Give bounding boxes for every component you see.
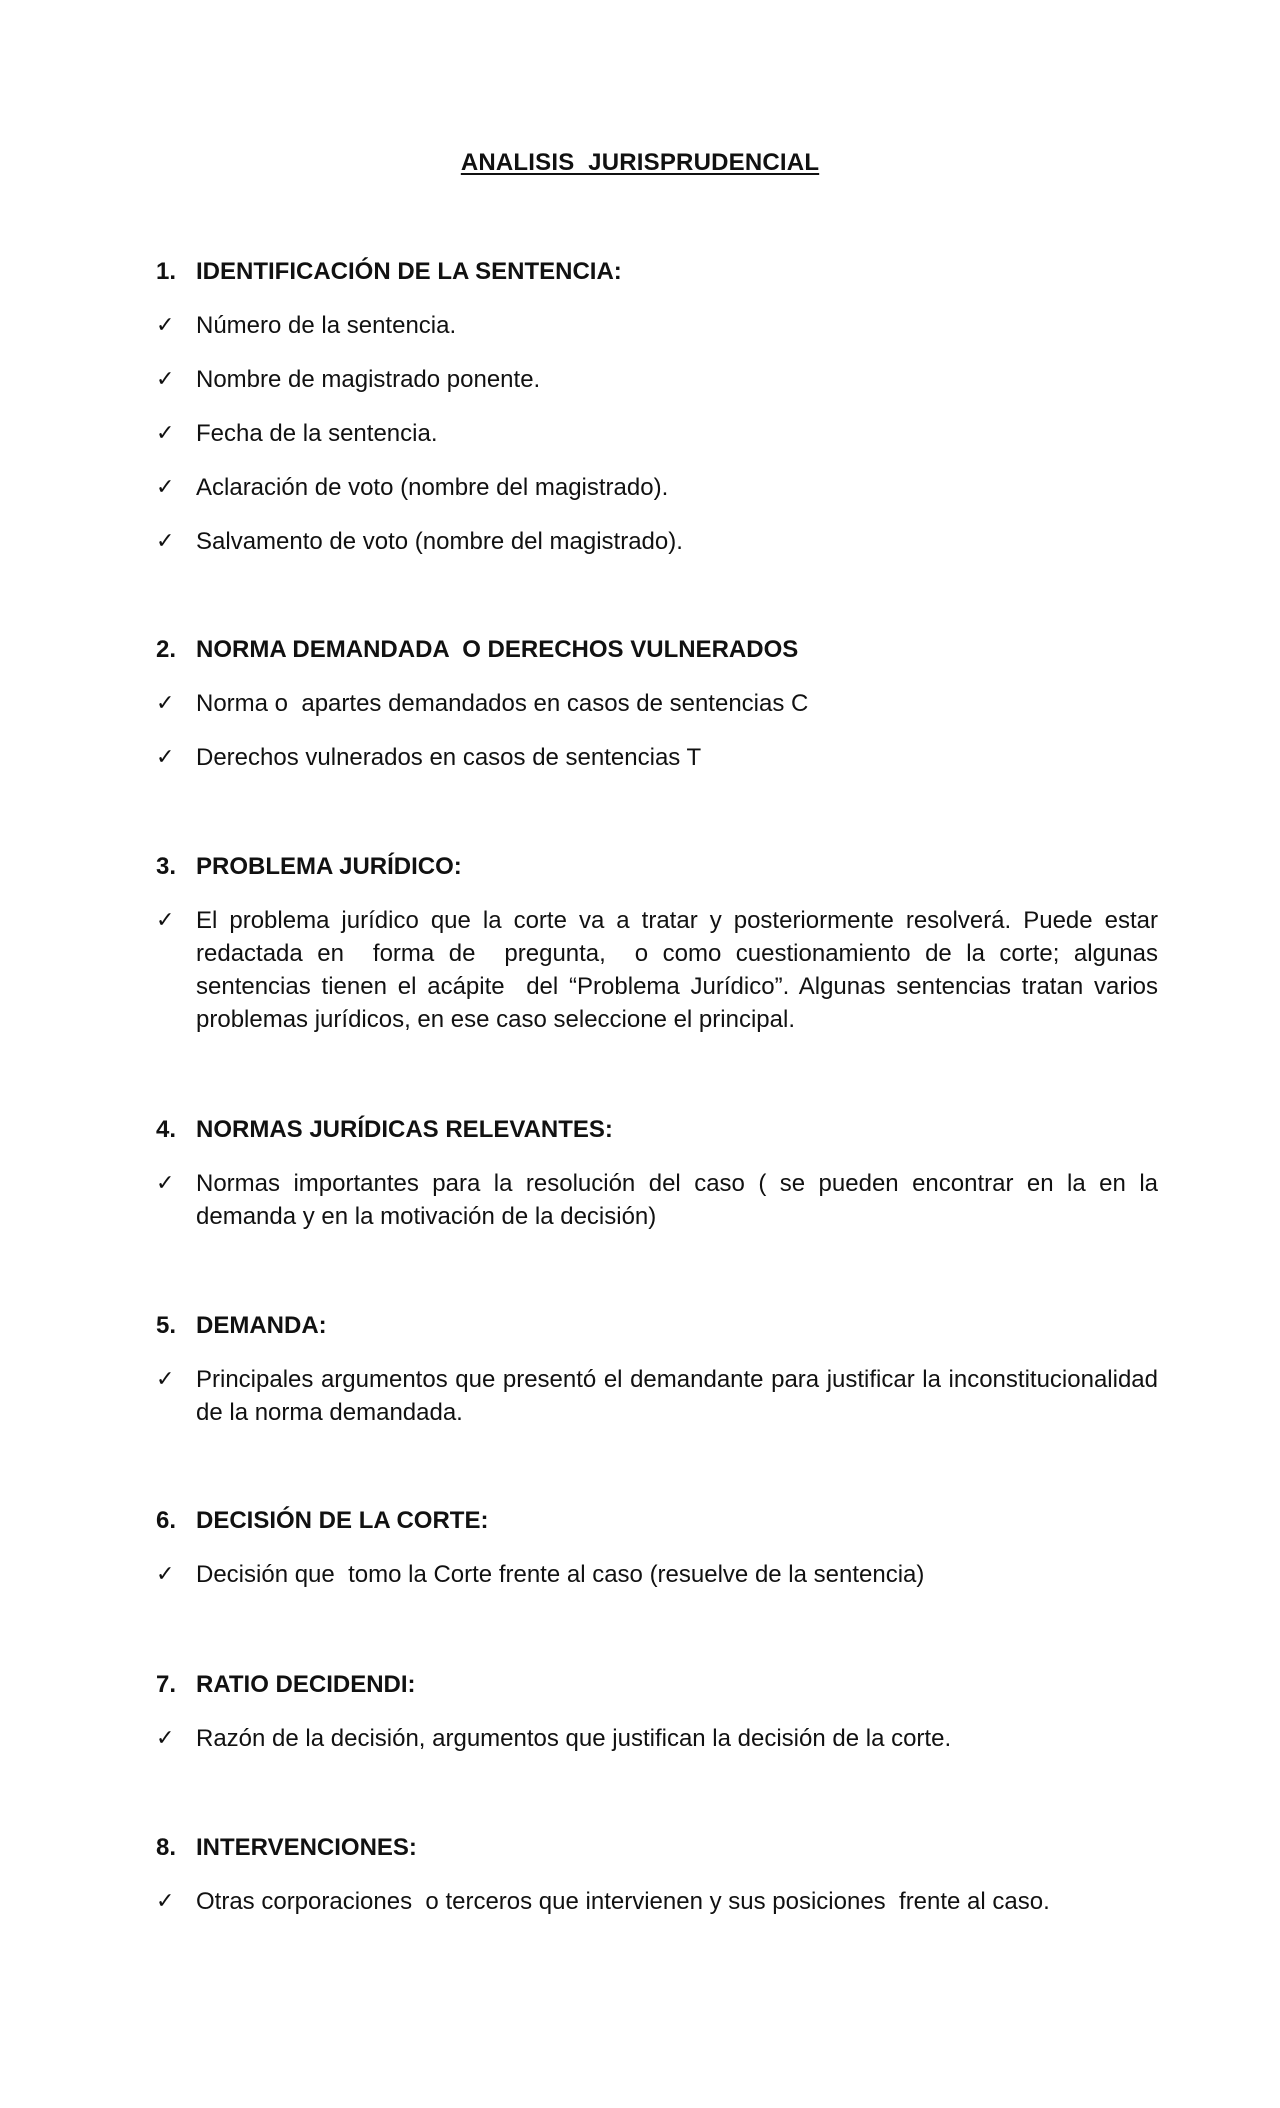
checkmark-icon: ✓ [156,1726,175,1751]
list-item [156,471,1158,504]
section-heading [156,633,1158,666]
section-title: DEMANDA: [196,1312,327,1339]
list-item [156,904,1165,1036]
checkmark-icon: ✓ [156,1889,175,1914]
document-title: ANALISIS JURISPRUDENCIAL [460,149,820,176]
section-problema-juridico [156,850,1165,1057]
list-item-text: Salvamento de voto (nombre del magistrado). [196,528,683,555]
checkmark-icon: ✓ [156,313,175,338]
checkmark-icon: ✓ [156,367,175,392]
section-number: 1. [156,258,177,285]
list-item [156,1167,1165,1233]
section-title: NORMAS JURÍDICAS RELEVANTES: [196,1116,613,1143]
section-number: 8. [156,1834,177,1861]
section-items [156,1363,1165,1429]
section-heading [156,850,1158,883]
section-heading [156,1668,1158,1701]
checkmark-icon: ✓ [156,908,175,933]
section-heading [156,1309,1158,1342]
section-title: PROBLEMA JURÍDICO: [196,853,462,880]
section-items [156,687,1158,774]
checkmark-icon: ✓ [156,1171,175,1196]
section-number: 5. [156,1312,177,1339]
section-title: NORMA DEMANDADA O DERECHOS VULNERADOS [196,636,799,663]
section-items [156,904,1165,1036]
checkmark-icon: ✓ [156,529,175,554]
section-decision-corte [156,1504,1158,1612]
list-item [156,417,1158,450]
list-item [156,1558,1158,1591]
checkmark-icon: ✓ [156,1562,175,1587]
list-item [156,741,1158,774]
list-item-text: Principales argumentos que presentó el demandante para justificar la inconstitucionalidad de la norma demandada. [196,1366,1165,1426]
checkmark-icon: ✓ [156,1367,175,1392]
checkmark-icon: ✓ [156,421,175,446]
list-item-text: El problema jurídico que la corte va a tratar y posteriormente resolverá. Puede estar redactada en forma de pregunta, o como cuestionamiento de la corte; algunas sentencias tienen el acápite del “Problema Jurídico”. Algunas sentencias tratan varios problemas jurídicos, en ese caso seleccione el principal. [196,907,1165,1033]
list-item-text: Razón de la decisión, argumentos que justifican la decisión de la corte. [196,1725,952,1752]
list-item [156,309,1158,342]
section-number: 6. [156,1507,177,1534]
list-item [156,1363,1165,1429]
section-items [156,1885,1158,1918]
section-number: 4. [156,1116,177,1143]
checkmark-icon: ✓ [156,691,175,716]
section-intervenciones [156,1831,1158,1939]
section-title: RATIO DECIDENDI: [196,1671,416,1698]
section-heading [156,255,1158,288]
list-item-text: Otras corporaciones o terceros que intervienen y sus posiciones frente al caso. [196,1888,1050,1915]
list-item-text: Normas importantes para la resolución del caso ( se pueden encontrar en la en la demanda y en la motivación de la decisión) [196,1170,1165,1230]
list-item-text: Derechos vulnerados en casos de sentencias T [196,744,702,771]
list-item [156,525,1158,558]
section-title: DECISIÓN DE LA CORTE: [196,1507,489,1534]
list-item [156,1885,1158,1918]
section-demanda [156,1309,1165,1450]
list-item-text: Fecha de la sentencia. [196,420,438,447]
list-item-text: Decisión que tomo la Corte frente al caso (resuelve de la sentencia) [196,1561,925,1588]
section-items [156,1167,1165,1233]
list-item [156,1722,1158,1755]
section-number: 2. [156,636,177,663]
section-norma-demandada [156,633,1158,795]
list-item [156,363,1158,396]
section-number: 3. [156,853,177,880]
list-item-text: Número de la sentencia. [196,312,457,339]
section-identificacion [156,255,1158,579]
section-number: 7. [156,1671,177,1698]
section-heading [156,1504,1158,1537]
section-items [156,309,1158,558]
section-items [156,1558,1158,1591]
list-item-text: Norma o apartes demandados en casos de sentencias C [196,690,809,717]
section-ratio-decidendi [156,1668,1158,1776]
checkmark-icon: ✓ [156,745,175,770]
section-items [156,1722,1158,1755]
checkmark-icon: ✓ [156,475,175,500]
section-title: IDENTIFICACIÓN DE LA SENTENCIA: [196,258,622,285]
list-item-text: Nombre de magistrado ponente. [196,366,541,393]
list-item [156,687,1158,720]
section-heading [156,1831,1158,1864]
section-title: INTERVENCIONES: [196,1834,417,1861]
section-normas-relevantes [156,1113,1165,1254]
list-item-text: Aclaración de voto (nombre del magistrado). [196,474,669,501]
section-heading [156,1113,1158,1146]
